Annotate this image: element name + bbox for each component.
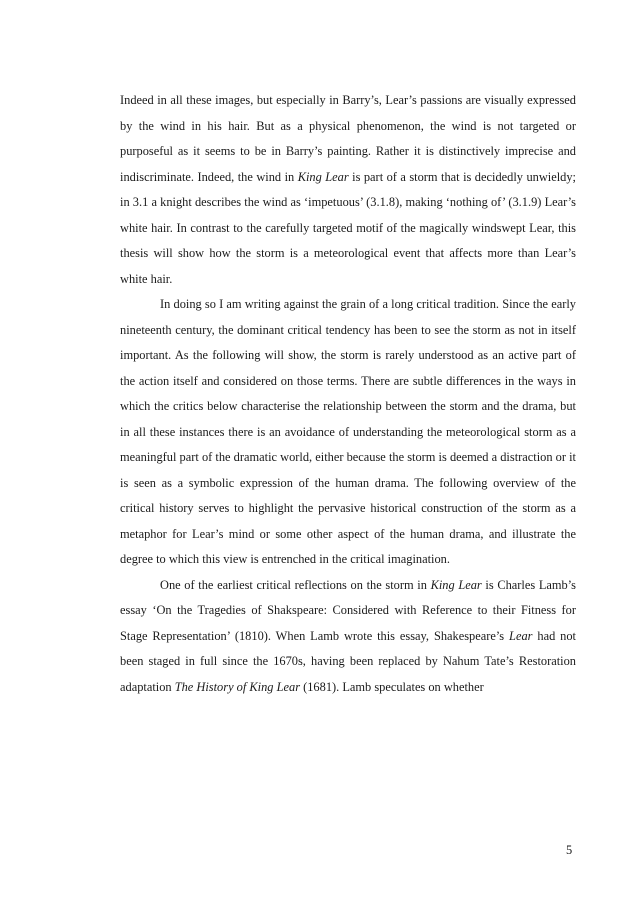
text-run: is Charles Lamb’s essay ‘On the Tragedies of Shakspeare: Considered with Reference to their Fitness for Stage Representation’ (1810). When Lamb wrote this essay, Shakespeare’s: [120, 577, 576, 643]
italic-title: King Lear: [297, 169, 349, 184]
italic-title: Lear: [509, 628, 533, 643]
text-run: In doing so I am writing against the grain of a long critical tradition. Since the early nineteenth century, the dominant critical tendency has been to see the storm as not in itself important. As the following will show, the storm is rarely understood as an active part of the action itself and considered on those terms. There are subtle differences in the ways in which the critics below characterise the relationship between the storm and the drama, but in all these instances there is an avoidance of understanding the meteorological storm as a meaningful part of the dramatic world, either because the storm is deemed a distraction or it is seen as a symbolic expression of the human drama. The following overview of the critical history serves to highlight the pervasive historical construction of the storm as a metaphor for Lear’s mind or some other aspect of the human drama, and illustrate the degree to which this view is entrenched in the critical imagination.: [120, 297, 576, 566]
text-run: is part of a storm that is decidedly unwieldy; in 3.1 a knight describes the wind as ‘impetuous’ (3.1.8), making ‘nothing of’ (3.1.9) Lear’s white hair. In contrast to the carefully targeted motif of the magically windswept Lear, this thesis will show how the storm is a meteorological event that affects more than Lear’s white hair.: [120, 169, 576, 286]
paragraph-2: [120, 292, 576, 573]
text-run: (1681). Lamb speculates on whether: [300, 679, 484, 694]
body-text: [120, 88, 576, 700]
text-run: Indeed in all these images, but especially in Barry’s, Lear’s passions are visually expressed by the wind in his hair. But as a physical phenomenon, the wind is not targeted or purposeful as it seems to be in Barry’s painting. Rather it is distinctively imprecise and indiscriminate. Indeed, the wind in: [120, 93, 576, 184]
paragraph-1: [120, 88, 576, 292]
page-number: 5: [566, 843, 573, 857]
italic-title: King Lear: [430, 577, 482, 592]
italic-title: The History of King Lear: [174, 679, 301, 694]
paragraph-3: [120, 573, 576, 701]
text-run: One of the earliest critical reflections on the storm in: [160, 577, 431, 592]
text-run: had not been staged in full since the 1670s, having been replaced by Nahum Tate’s Restoration adaptation: [120, 628, 577, 694]
